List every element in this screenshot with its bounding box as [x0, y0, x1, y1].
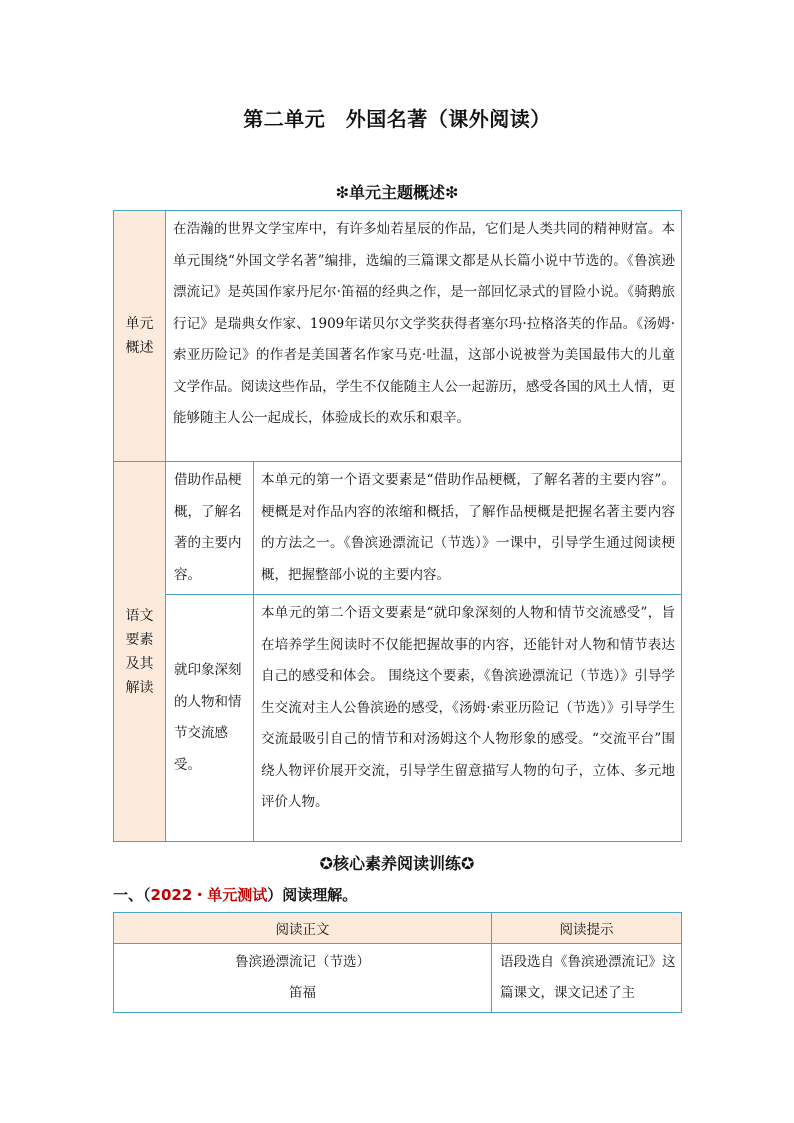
question-prefix: 一、（ — [113, 886, 151, 904]
overview-text: 在浩瀚的世界文学宝库中，有许多灿若星辰的作品，它们是人类共同的精神财富。本单元围绕“外国文学名著”编排，选编的三篇课文都是从长篇小说中节选的。《鲁滨逊漂流记》是英国作家丹尼尔·笛福的经典之作，是一部回忆录式的冒险小说。《骑鹅旅行记》是瑞典女作家、1909年诺贝尔文学奖获得者塞尔玛·拉格洛芙的作品。《汤姆·索亚历险记》的作者是美国著名作家马克·吐温，这部小说被誉为美国最伟大的儿童文学作品。阅读这些作品，学生不仅能随主人公一起游历，感受各国的风土人情，更能够随主人公一起成长，体验成长的欢乐和艰辛。 — [166, 211, 682, 462]
passage-title: 鲁滨逊漂流记（节选） — [235, 954, 370, 970]
element-name-1: 借助作品梗概，了解名著的主要内容。 — [166, 462, 254, 595]
element-row-2 — [114, 595, 682, 842]
elements-label: 语文要素及其解读 — [125, 607, 154, 696]
overview-label-cell — [114, 211, 166, 462]
passage-author: 笛福 — [289, 985, 316, 1001]
overview-row — [114, 211, 682, 462]
elements-label-cell — [114, 462, 166, 842]
element-text-1: 本单元的第一个语文要素是“借助作品梗概，了解名著的主要内容”。梗概是对作品内容的浓缩和概括，了解作品梗概是把握名著主要内容的方法之一。《鲁滨逊漂流记（节选）》一课中，引导学生通过阅读梗概，把握整部小说的主要内容。 — [254, 462, 682, 595]
reading-passage-cell — [114, 944, 492, 1013]
question-heading — [113, 884, 357, 905]
question-suffix: ）阅读理解。 — [267, 886, 358, 904]
reading-hint: 语段选自《鲁滨逊漂流记》这篇课文，课文记述了主 — [492, 944, 682, 1013]
reading-table — [113, 912, 682, 1013]
element-row-1 — [114, 462, 682, 595]
overview-label: 单元概述 — [125, 316, 154, 356]
reading-col-text-header: 阅读正文 — [114, 913, 492, 944]
reading-col-hint-header: 阅读提示 — [492, 913, 682, 944]
overview-table — [113, 210, 682, 842]
reading-header-row — [114, 913, 682, 944]
element-text-2: 本单元的第二个语文要素是“就印象深刻的人物和情节交流感受”，旨在培养学生阅读时不仅能把握故事的内容，还能针对人物和情节表达自己的感受和体会。 围绕这个要素，《鲁滨逊漂流记（节选）》引导学生交流对主人公鲁滨逊的感受，《汤姆·索亚历险记（节选）》引导学生交流最吸引自己的情节和对汤姆这个人物形象的感受。“交流平台”围绕人物评价展开交流，引导学生留意描写人物的句子，立体、多元地评价人物。 — [254, 595, 682, 842]
element-name-2: 就印象深刻的人物和情节交流感受。 — [166, 595, 254, 842]
reading-body-row — [114, 944, 682, 1013]
question-source: 2022・单元测试 — [150, 886, 268, 904]
section-heading-overview: ❇单元主题概述❇ — [335, 183, 459, 202]
section-heading-training: ✪核心素养阅读训练✪ — [319, 854, 475, 873]
page-title: 第二单元 外国名著（课外阅读） — [243, 107, 551, 131]
